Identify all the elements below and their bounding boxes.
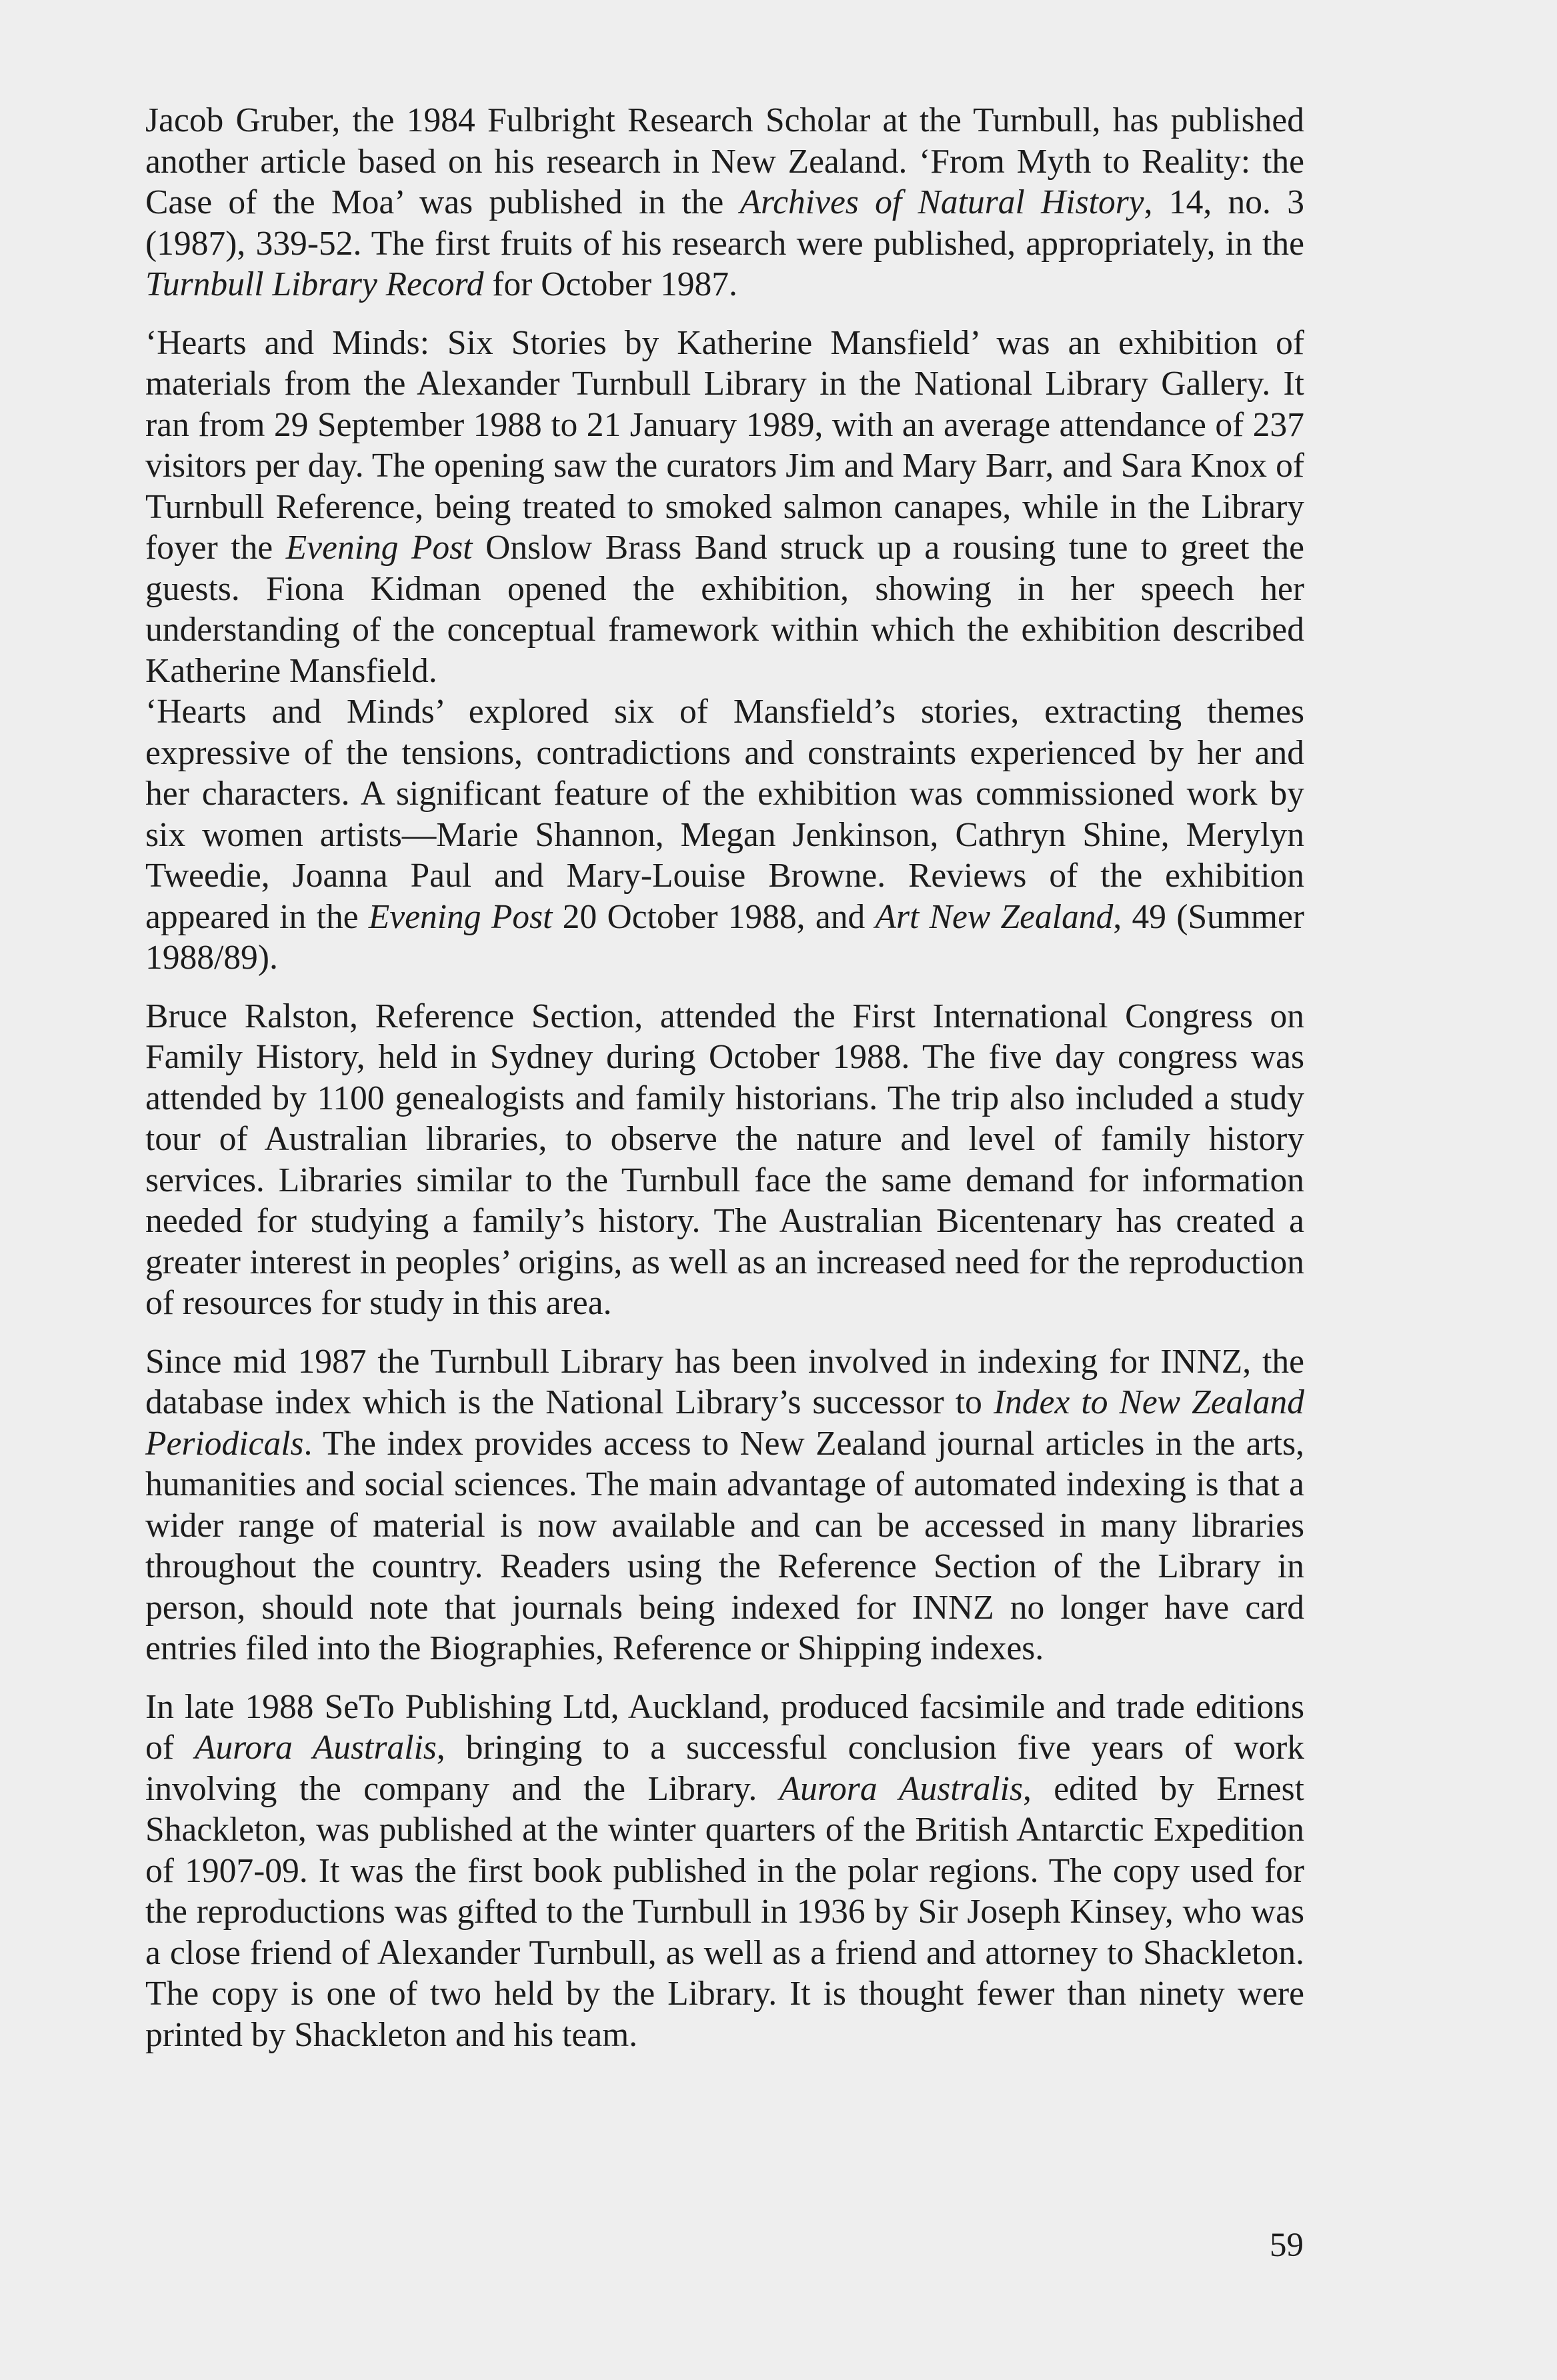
text-run: , edited by Ernest Shackleton, was published at the winter quarters of the British Antarctic Expedition of 1907-09. It was the first book published in the polar regions. The copy used for the reproductions was gifted to the Turnbull in 1936 by Sir Joseph Kinsey, who was a close friend of Alexander Turnbull, as well as a friend and attorney to Shackleton. The copy is one of two held by the Library. It is thought fewer than ninety were printed by Shackleton and his team.: [145, 1769, 1304, 2054]
paragraph-ralston: [145, 996, 1304, 1324]
text-run: , bringing to a successful conclusion five years of work involving the company and the Library.: [145, 1729, 1304, 1808]
text-run: Onslow Brass Band struck up a rousing tune to greet the guests. Fiona Kidman opened the exhibition, showing in her speech her understanding of the conceptual framework within which the exhibition described Katherine Mansfield.: [145, 529, 1304, 690]
paragraph-hearts-and-minds-themes: [145, 691, 1304, 979]
italic-title: Evening Post: [285, 529, 473, 567]
text-run: , 49 (Summer 1988/89).: [145, 897, 1304, 977]
text-run: 20 October 1988, and: [552, 897, 876, 936]
text-column: [145, 100, 1304, 2055]
paragraph-aurora-australis: [145, 1687, 1304, 2056]
text-run: ‘Hearts and Minds: Six Stories by Katherine Mansfield’ was an exhibition of materials from the Alexander Turnbull Library in the National Library Gallery. It ran from 29 September 1988 to 21 January 1989, with an average attendance of 237 visitors per day. The opening saw the curators Jim and Mary Barr, and Sara Knox of Turnbull Reference, being treated to smoked salmon canapes, while in the Library foyer the: [145, 323, 1304, 567]
text-run: Jacob Gruber, the 1984 Fulbright Research Scholar at the Turnbull, has published another article based on his research in New Zealand. ‘From Myth to Reality: the Case of the Moa’ was published in the: [145, 101, 1304, 221]
text-run: , 14, no. 3 (1987), 339-52. The first fruits of his research were published, appropriately, in the: [145, 183, 1304, 263]
italic-title: Evening Post: [368, 897, 553, 936]
text-run: . The index provides access to New Zealand journal articles in the arts, humanities and social sciences. The main advantage of automated indexing is that a wider range of material is now available and can be accessed in many libraries throughout the country. Readers using the Reference Section of the Library in person, should note that journals being indexed for INNZ no longer have card entries filed into the Biographies, Reference or Shipping indexes.: [145, 1424, 1304, 1667]
paragraph-hearts-and-minds-exhibition: [145, 323, 1304, 692]
italic-title: Art New Zealand: [875, 897, 1114, 936]
paragraph-innz-indexing: [145, 1341, 1304, 1669]
italic-title: Aurora Australis: [779, 1769, 1024, 1808]
text-run: In late 1988 SeTo Publishing Ltd, Auckland, produced facsimile and trade editions of: [145, 1687, 1304, 1767]
text-run: Bruce Ralston, Reference Section, attended the First International Congress on Family History, held in Sydney during October 1988. The five day congress was attended by 1100 genealogists and family historians. The trip also included a study tour of Australian libraries, to observe the nature and level of family history services. Libraries similar to the Turnbull face the same demand for information needed for studying a family’s history. The Australian Bicentenary has created a greater interest in peoples’ origins, as well as an increased need for the reproduction of resources for study in this area.: [145, 997, 1304, 1322]
italic-title: Aurora Australis: [194, 1729, 437, 1767]
italic-title: Index to New Zealand Periodicals: [145, 1383, 1304, 1463]
italic-title: Archives of Natural History: [739, 183, 1144, 221]
text-run: for October 1987.: [483, 265, 737, 303]
text-run: ‘Hearts and Minds’ explored six of Mansfield’s stories, extracting themes expressive of the tensions, contradictions and constraints experienced by her and her characters. A significant feature of the exhibition was commissioned work by six women artists—Marie Shannon, Megan Jenkinson, Cathryn Shine, Merylyn Tweedie, Joanna Paul and Mary-Louise Browne. Reviews of the exhibition appeared in the: [145, 693, 1304, 936]
italic-title: Turnbull Library Record: [145, 265, 484, 303]
page-number: 59: [1270, 2227, 1304, 2264]
paragraph-gruber: [145, 100, 1304, 305]
text-run: Since mid 1987 the Turnbull Library has been involved in indexing for INNZ, the database index which is the National Library’s successor to: [145, 1342, 1304, 1421]
